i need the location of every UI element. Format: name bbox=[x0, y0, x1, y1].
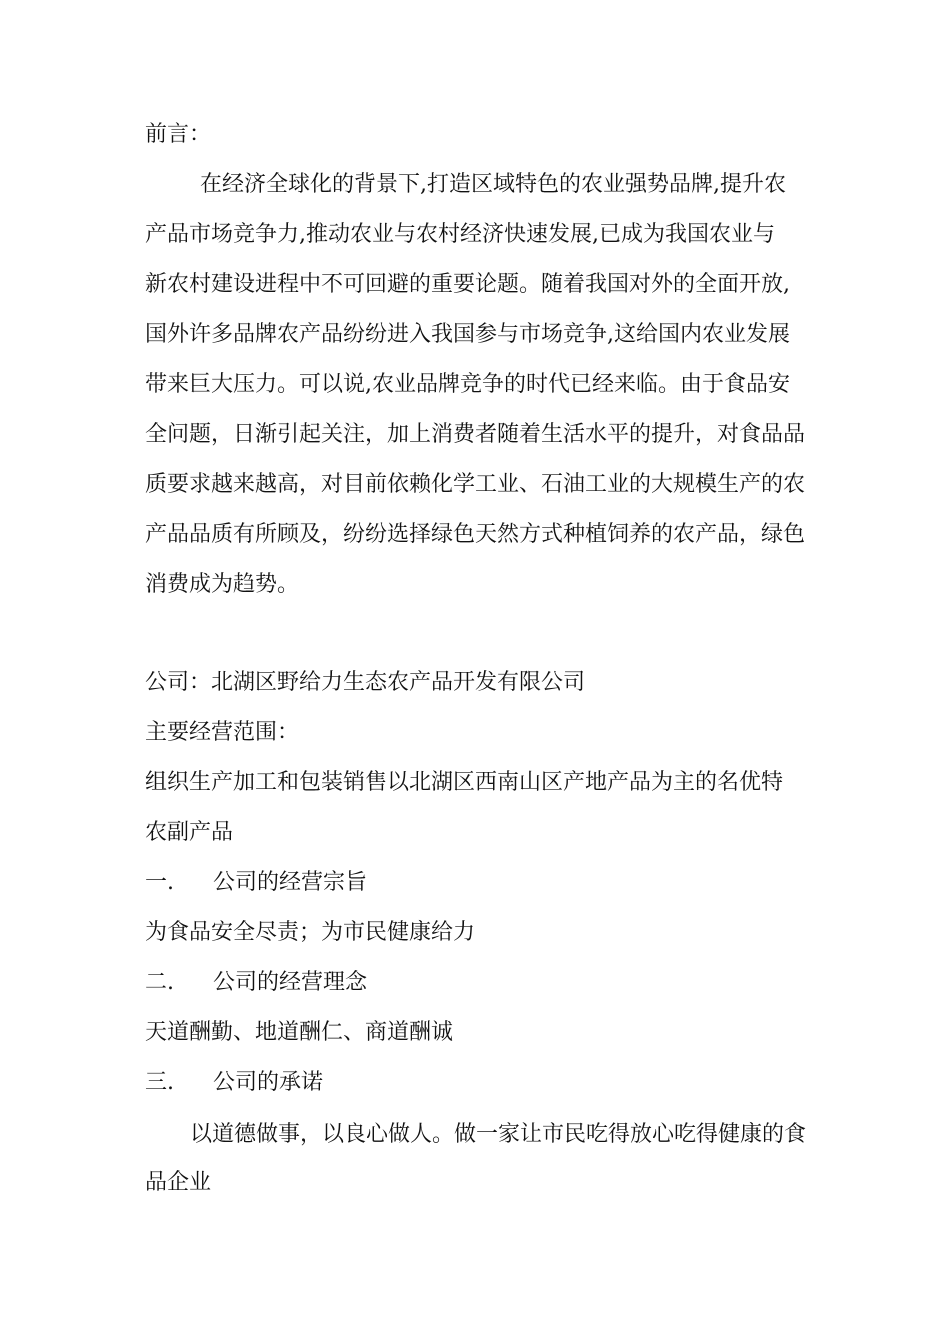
preface-line: 在经济全球化的背景下,打造区域特色的农业强势品牌,提升农 bbox=[200, 172, 786, 197]
section-number: 一. bbox=[145, 870, 174, 895]
preface-line: 国外许多品牌农产品纷纷进入我国参与市场竞争,这给国内农业发展 bbox=[145, 322, 790, 347]
section-heading-1 bbox=[145, 868, 815, 898]
section-title: 公司的经营宗旨 bbox=[213, 870, 368, 895]
section-number: 二. bbox=[145, 970, 174, 995]
section-number: 三. bbox=[145, 1070, 174, 1095]
scope-line: 农副产品 bbox=[145, 820, 234, 845]
section-heading-2 bbox=[145, 968, 815, 998]
section-content-2: 天道酬勤、地道酬仁、商道酬诚 bbox=[145, 1020, 454, 1045]
preface-heading: 前言： bbox=[145, 122, 212, 147]
preface-line: 新农村建设进程中不可回避的重要论题。随着我国对外的全面开放, bbox=[145, 272, 790, 297]
preface-line: 消费成为趋势。 bbox=[145, 572, 300, 597]
section-heading-3 bbox=[145, 1068, 815, 1098]
section-content-1: 为食品安全尽责；为市民健康给力 bbox=[145, 920, 476, 945]
scope-heading: 主要经营范围： bbox=[145, 720, 300, 745]
section-title: 公司的经营理念 bbox=[213, 970, 368, 995]
preface-line: 质要求越来越高，对目前依赖化学工业、石油工业的大规模生产的农 bbox=[145, 472, 806, 497]
preface-line: 产品品质有所顾及，纷纷选择绿色天然方式种植饲养的农产品，绿色 bbox=[145, 522, 806, 547]
preface-line: 带来巨大压力。可以说,农业品牌竞争的时代已经来临。由于食品安 bbox=[145, 372, 790, 397]
section-title: 公司的承诺 bbox=[213, 1070, 324, 1095]
preface-line: 产品市场竞争力,推动农业与农村经济快速发展,已成为我国农业与 bbox=[145, 222, 775, 247]
company-name: 公司：北湖区野给力生态农产品开发有限公司 bbox=[145, 670, 586, 695]
promise-line: 以道德做事，以良心做人。做一家让市民吃得放心吃得健康的食 bbox=[190, 1122, 807, 1147]
promise-line: 品企业 bbox=[145, 1170, 212, 1195]
scope-line: 组织生产加工和包装销售以北湖区西南山区产地产品为主的名优特 bbox=[145, 770, 784, 795]
preface-line: 全问题，日渐引起关注，加上消费者随着生活水平的提升，对食品品 bbox=[145, 422, 806, 447]
